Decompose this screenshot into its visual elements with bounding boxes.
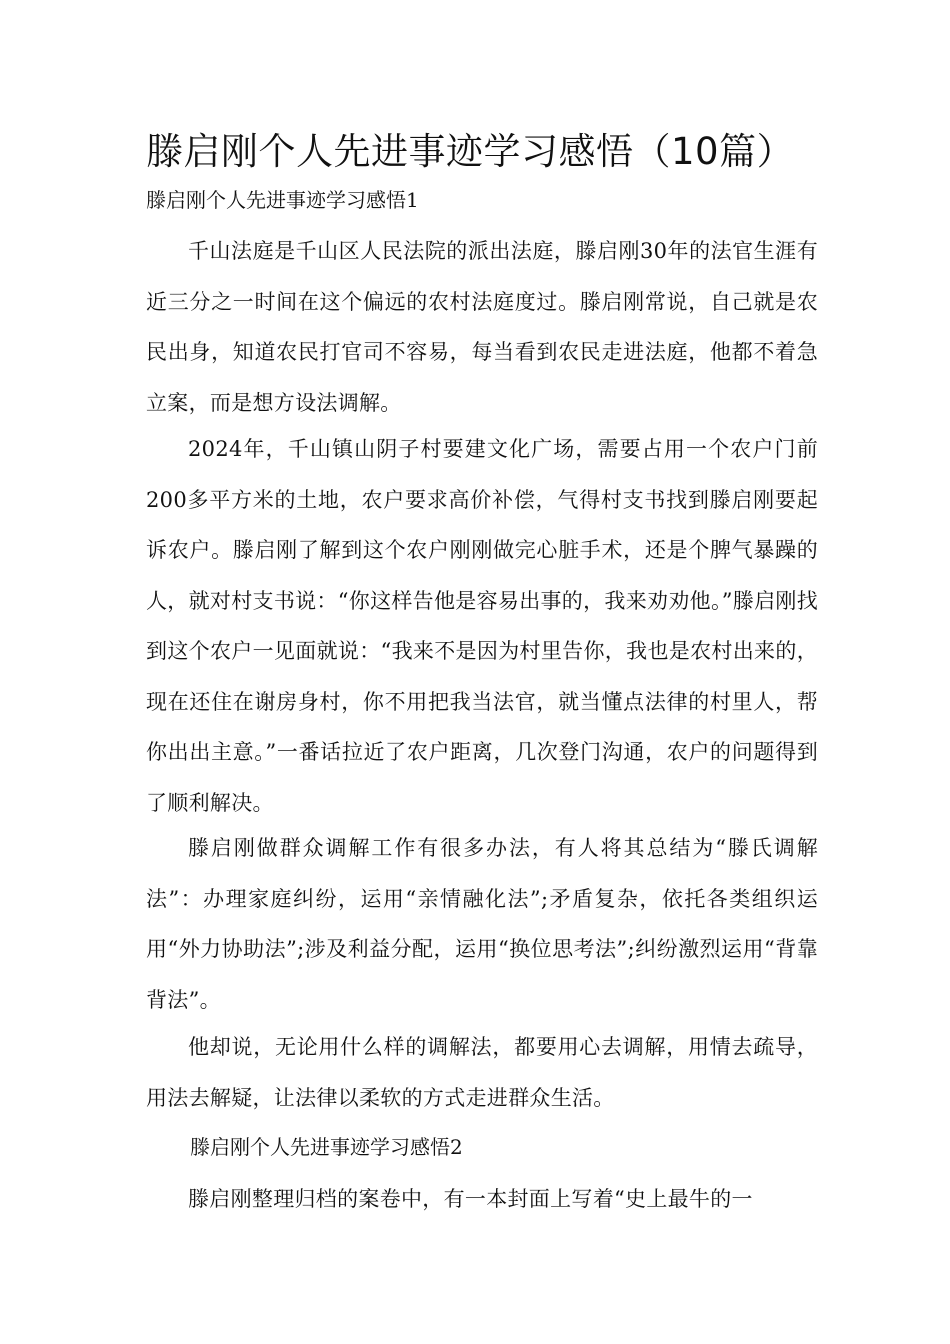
paragraph-1: 千山法庭是千山区人民法院的派出法庭，滕启刚30年的法官生涯有近三分之一时间在这个偏远的农村法庭度过。滕启刚常说，自己就是农民出身，知道农民打官司不容易，每当看到农民走进法庭，他都不着急立案，而是想方设法调解。 xyxy=(146,239,818,415)
paragraph-section-2: 滕启刚整理归档的案卷中，有一本封面上写着“史上最牛的一 xyxy=(188,1187,753,1211)
section-heading-2: 滕启刚个人先进事迹学习感悟2 xyxy=(190,1135,463,1159)
section-heading-1: 滕启刚个人先进事迹学习感悟1 xyxy=(146,188,419,212)
paragraph-3: 滕启刚做群众调解工作有很多办法，有人将其总结为“滕氏调解法”：办理家庭纠纷，运用“亲情融化法”;矛盾复杂，依托各类组织运用“外力协助法”;涉及利益分配，运用“换位思考法”;纠纷激烈运用“背靠背法”。 xyxy=(146,836,818,1012)
paragraph-2: 2024年，千山镇山阴子村要建文化广场，需要占用一个农户门前200多平方米的土地，农户要求高价补偿，气得村支书找到滕启刚要起诉农户。滕启刚了解到这个农户刚刚做完心脏手术，还是个脾气暴躁的人，就对村支书说：“你这样告他是容易出事的，我来劝劝他。”滕启刚找到这个农户一见面就说：“我来不是因为村里告你，我也是农村出来的，现在还住在谢房身村，你不用把我当法官，就当懂点法律的村里人，帮你出出主意。”一番话拉近了农户距离，几次登门沟通，农户的问题得到了顺利解决。 xyxy=(146,437,818,815)
document-title: 滕启刚个人先进事迹学习感悟（10篇） xyxy=(146,130,795,173)
paragraph-4: 他却说，无论用什么样的调解法，都要用心去调解，用情去疏导，用法去解疑，让法律以柔软的方式走进群众生活。 xyxy=(146,1035,818,1110)
